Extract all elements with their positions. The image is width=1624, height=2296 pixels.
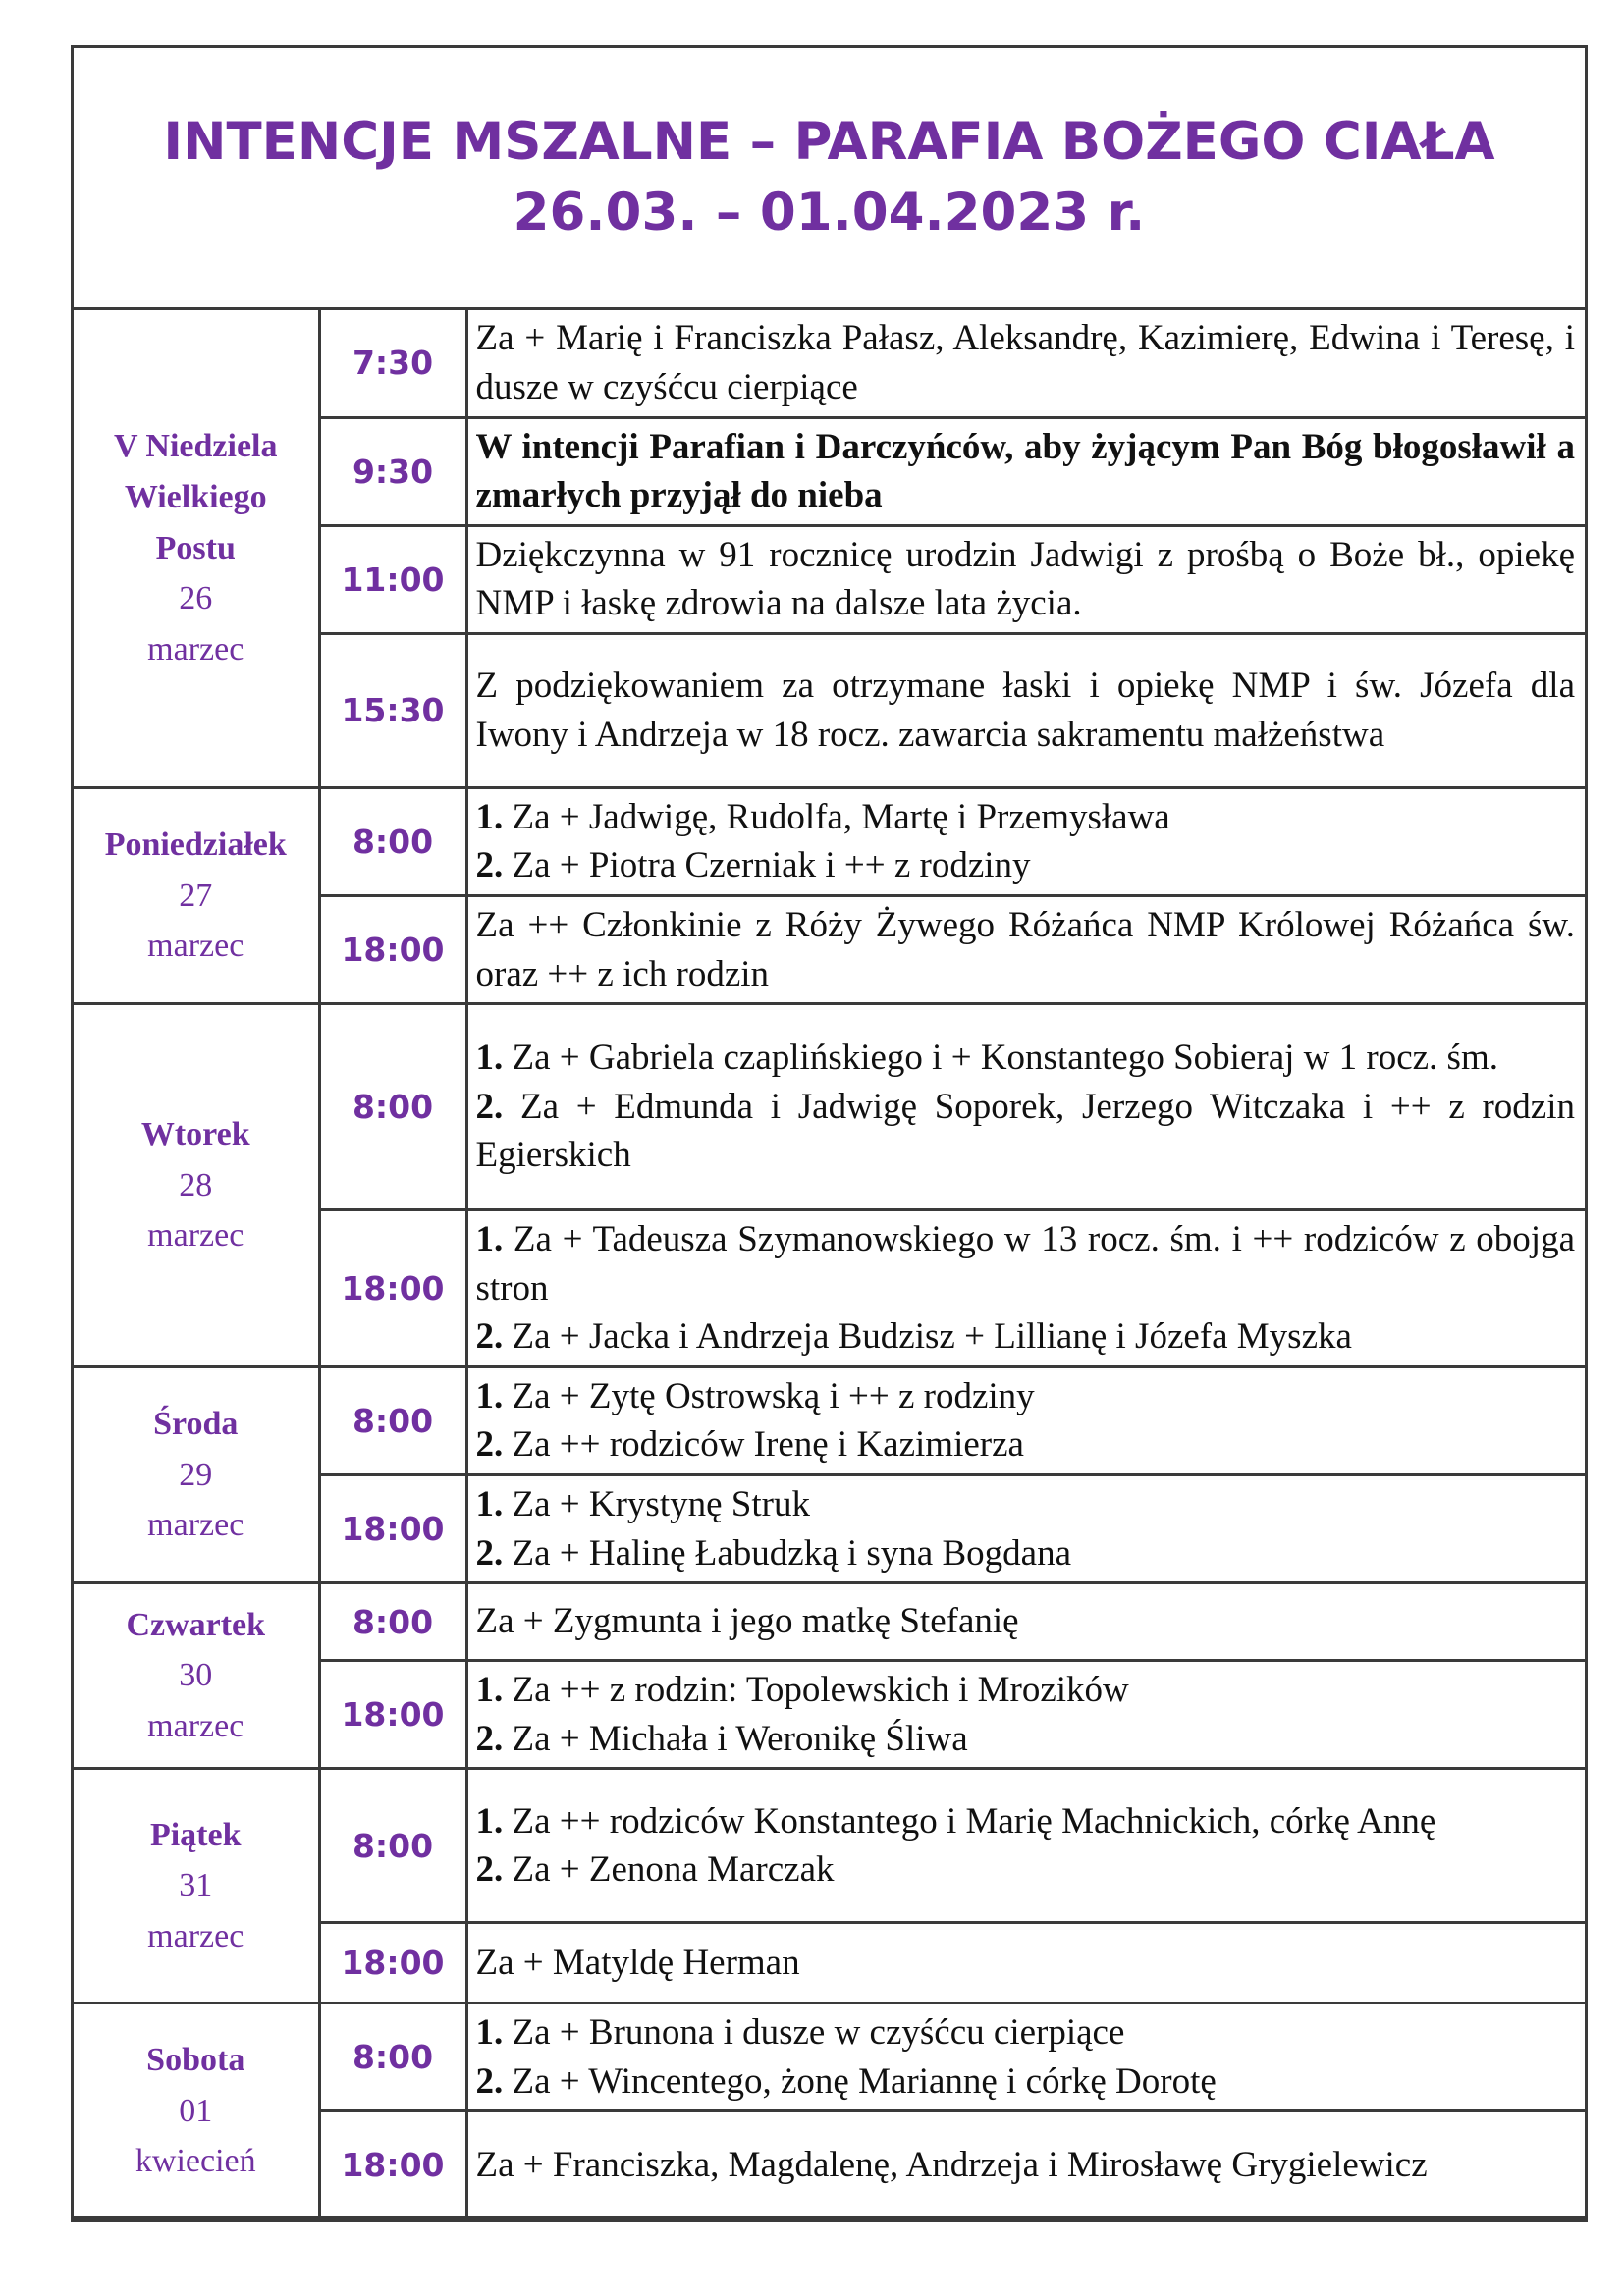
item-text: Za ++ z rodzin: Topolewskich i Mrozików	[512, 1670, 1129, 1711]
day-month: marzec	[147, 1507, 244, 1544]
item-text: Za + Tadeusza Szymanowskiego w 13 rocz. śm. i ++ rodziców z obojga stron	[475, 1219, 1575, 1308]
mass-intention	[466, 1210, 1585, 1367]
item-number: 1.	[475, 796, 504, 837]
intention-item	[476, 2008, 1576, 2057]
intention-item	[476, 1372, 1576, 1421]
intention-item	[476, 1797, 1576, 1846]
intention-item	[476, 1480, 1576, 1529]
mass-time: 9:30	[319, 417, 466, 525]
day-name: Poniedziałek	[104, 826, 287, 863]
mass-intention	[466, 2003, 1585, 2111]
mass-intention	[466, 1769, 1585, 1923]
item-number: 1.	[475, 2012, 504, 2054]
mass-time: 18:00	[319, 1475, 466, 1583]
day-name: Środa	[153, 1406, 239, 1442]
intention-item	[476, 1529, 1576, 1578]
mass-time: 8:00	[319, 1366, 466, 1474]
intention-item	[476, 841, 1576, 890]
intention-item	[476, 1083, 1576, 1180]
mass-row	[74, 1769, 1585, 1923]
intention-text: Za + Franciszka, Magdalenę, Andrzeja i Mirosławę Grygielewicz	[475, 2144, 1428, 2185]
mass-time: 18:00	[319, 2111, 466, 2218]
day-cell	[74, 2003, 319, 2218]
day-month: marzec	[147, 1217, 244, 1255]
intention-item	[476, 1666, 1576, 1715]
item-text: Za + Zytę Ostrowską i ++ z rodziny	[512, 1375, 1035, 1416]
intention-item	[476, 2057, 1576, 2107]
intention-text: Za + Matyldę Herman	[475, 1943, 800, 1984]
intentions-sheet	[71, 45, 1588, 2222]
intention-item	[476, 1420, 1576, 1469]
item-text: Za ++ rodziców Konstantego i Marię Machnickich, córkę Annę	[512, 1800, 1436, 1842]
page-header	[74, 48, 1585, 310]
mass-intention	[466, 1661, 1585, 1769]
mass-intention	[466, 2111, 1585, 2218]
item-number: 2.	[475, 845, 504, 886]
mass-row	[74, 1004, 1585, 1210]
day-name: Piątek	[149, 1816, 242, 1853]
intention-item	[476, 1715, 1576, 1764]
mass-time: 8:00	[319, 1583, 466, 1661]
day-cell	[74, 1366, 319, 1582]
day-cell	[74, 787, 319, 1003]
mass-intention	[466, 895, 1585, 1003]
intention-item	[476, 793, 1576, 842]
item-number: 2.	[475, 1849, 504, 1891]
item-number: 1.	[475, 1800, 504, 1842]
mass-time: 18:00	[319, 895, 466, 1003]
day-date: 26	[179, 580, 213, 617]
day-month: marzec	[147, 928, 244, 965]
day-date: 28	[179, 1166, 213, 1203]
mass-row	[74, 1366, 1585, 1474]
mass-intention	[466, 1923, 1585, 2003]
day-cell	[74, 1004, 319, 1367]
mass-intention	[466, 1366, 1585, 1474]
item-number: 2.	[475, 1424, 504, 1466]
day-date: 30	[179, 1657, 213, 1694]
mass-intention	[466, 1004, 1585, 1210]
day-date: 31	[179, 1867, 213, 1904]
day-name: Sobota	[146, 2041, 245, 2078]
day-date: 27	[179, 877, 213, 914]
mass-intention	[466, 633, 1585, 787]
day-month: marzec	[147, 630, 244, 667]
day-name: Wtorek	[140, 1115, 250, 1152]
mass-intention	[466, 1475, 1585, 1583]
mass-intention	[466, 1583, 1585, 1661]
intention-text: Za ++ Członkinie z Róży Żywego Różańca NMP Królowej Różańca św. oraz ++ z ich rodzin	[475, 904, 1575, 994]
item-text: Za + Piotra Czerniak i ++ z rodziny	[512, 845, 1031, 886]
item-text: Za ++ rodziców Irenę i Kazimierza	[512, 1424, 1024, 1466]
item-text: Za + Gabriela czaplińskiego i + Konstantego Sobieraj w 1 rocz. śm.	[512, 1038, 1498, 1079]
mass-time: 8:00	[319, 787, 466, 895]
page-title: INTENCJE MSZALNE – PARAFIA BOŻEGO CIAŁA	[163, 112, 1495, 173]
intention-text: Za + Zygmunta i jego matkę Stefanię	[475, 1601, 1019, 1642]
intention-item	[476, 1845, 1576, 1895]
item-number: 1.	[475, 1484, 504, 1525]
day-cell	[74, 1583, 319, 1769]
mass-row	[74, 310, 1585, 417]
item-text: Za + Michała i Weronikę Śliwa	[512, 1718, 968, 1759]
mass-time: 11:00	[319, 525, 466, 633]
intentions-table	[74, 310, 1585, 2219]
intention-item	[476, 1034, 1576, 1083]
day-date: 01	[179, 2092, 213, 2129]
mass-time: 18:00	[319, 1210, 466, 1367]
intention-text: Dziękczynna w 91 rocznicę urodzin Jadwigi z prośbą o Boże bł., opiekę NMP i łaskę zdrowia na dalsze lata życia.	[475, 534, 1575, 624]
item-number: 1.	[475, 1038, 504, 1079]
item-number: 2.	[475, 1718, 504, 1759]
day-month: kwiecień	[135, 2143, 256, 2180]
item-text: Za + Jacka i Andrzeja Budzisz + Lillianę i Józefa Myszka	[512, 1316, 1352, 1358]
day-name: Czwartek	[126, 1606, 266, 1643]
intention-text: W intencji Parafian i Darczyńców, aby żyjącym Pan Bóg błogosławił a zmarłych przyjął do nieba	[475, 426, 1575, 516]
mass-time: 18:00	[319, 1923, 466, 2003]
intention-item	[476, 1215, 1576, 1312]
item-number: 1.	[475, 1219, 504, 1260]
mass-time: 8:00	[319, 1004, 466, 1210]
day-cell	[74, 310, 319, 787]
day-month: marzec	[147, 1708, 244, 1745]
day-cell	[74, 1769, 319, 2003]
date-range: 26.03. – 01.04.2023 r.	[513, 183, 1146, 242]
mass-time: 18:00	[319, 1661, 466, 1769]
mass-row	[74, 1583, 1585, 1661]
mass-row	[74, 2003, 1585, 2111]
item-number: 2.	[475, 1532, 504, 1574]
item-number: 2.	[475, 1316, 504, 1358]
intention-item	[476, 1312, 1576, 1362]
item-text: Za + Zenona Marczak	[512, 1849, 835, 1891]
mass-time: 8:00	[319, 2003, 466, 2111]
item-text: Za + Brunona i dusze w czyśćcu cierpiące	[512, 2012, 1125, 2054]
item-number: 1.	[475, 1375, 504, 1416]
mass-intention	[466, 310, 1585, 417]
day-name-line: Postu	[155, 529, 236, 566]
mass-time: 15:30	[319, 633, 466, 787]
intention-text: Z podziękowaniem za otrzymane łaski i opiekę NMP i św. Józefa dla Iwony i Andrzeja w 18 rocz. zawarcia sakramentu małżeństwa	[475, 666, 1575, 755]
day-date: 29	[179, 1456, 213, 1493]
item-text: Za + Wincentego, żonę Mariannę i córkę Dorotę	[512, 2060, 1217, 2102]
item-text: Za + Krystynę Struk	[512, 1484, 810, 1525]
mass-row	[74, 787, 1585, 895]
day-name	[75, 421, 317, 573]
day-name-line: V Niedziela	[113, 428, 278, 465]
item-number: 2.	[475, 1086, 504, 1127]
item-text: Za + Edmunda i Jadwigę Soporek, Jerzego Witczaka i ++ z rodzin Egierskich	[475, 1086, 1576, 1176]
item-number: 2.	[475, 2060, 504, 2102]
item-text: Za + Halinę Łabudzką i syna Bogdana	[512, 1532, 1072, 1574]
item-number: 1.	[475, 1670, 504, 1711]
mass-time: 7:30	[319, 310, 466, 417]
mass-intention	[466, 787, 1585, 895]
intention-text: Za + Marię i Franciszka Pałasz, Aleksandrę, Kazimierę, Edwina i Teresę, i dusze w czyśćcu cierpiące	[475, 318, 1575, 407]
item-text: Za + Jadwigę, Rudolfa, Martę i Przemysława	[512, 796, 1170, 837]
mass-intention	[466, 417, 1585, 525]
day-month: marzec	[147, 1918, 244, 1955]
mass-intention	[466, 525, 1585, 633]
day-name-line: Wielkiego	[124, 478, 267, 515]
mass-time: 8:00	[319, 1769, 466, 1923]
